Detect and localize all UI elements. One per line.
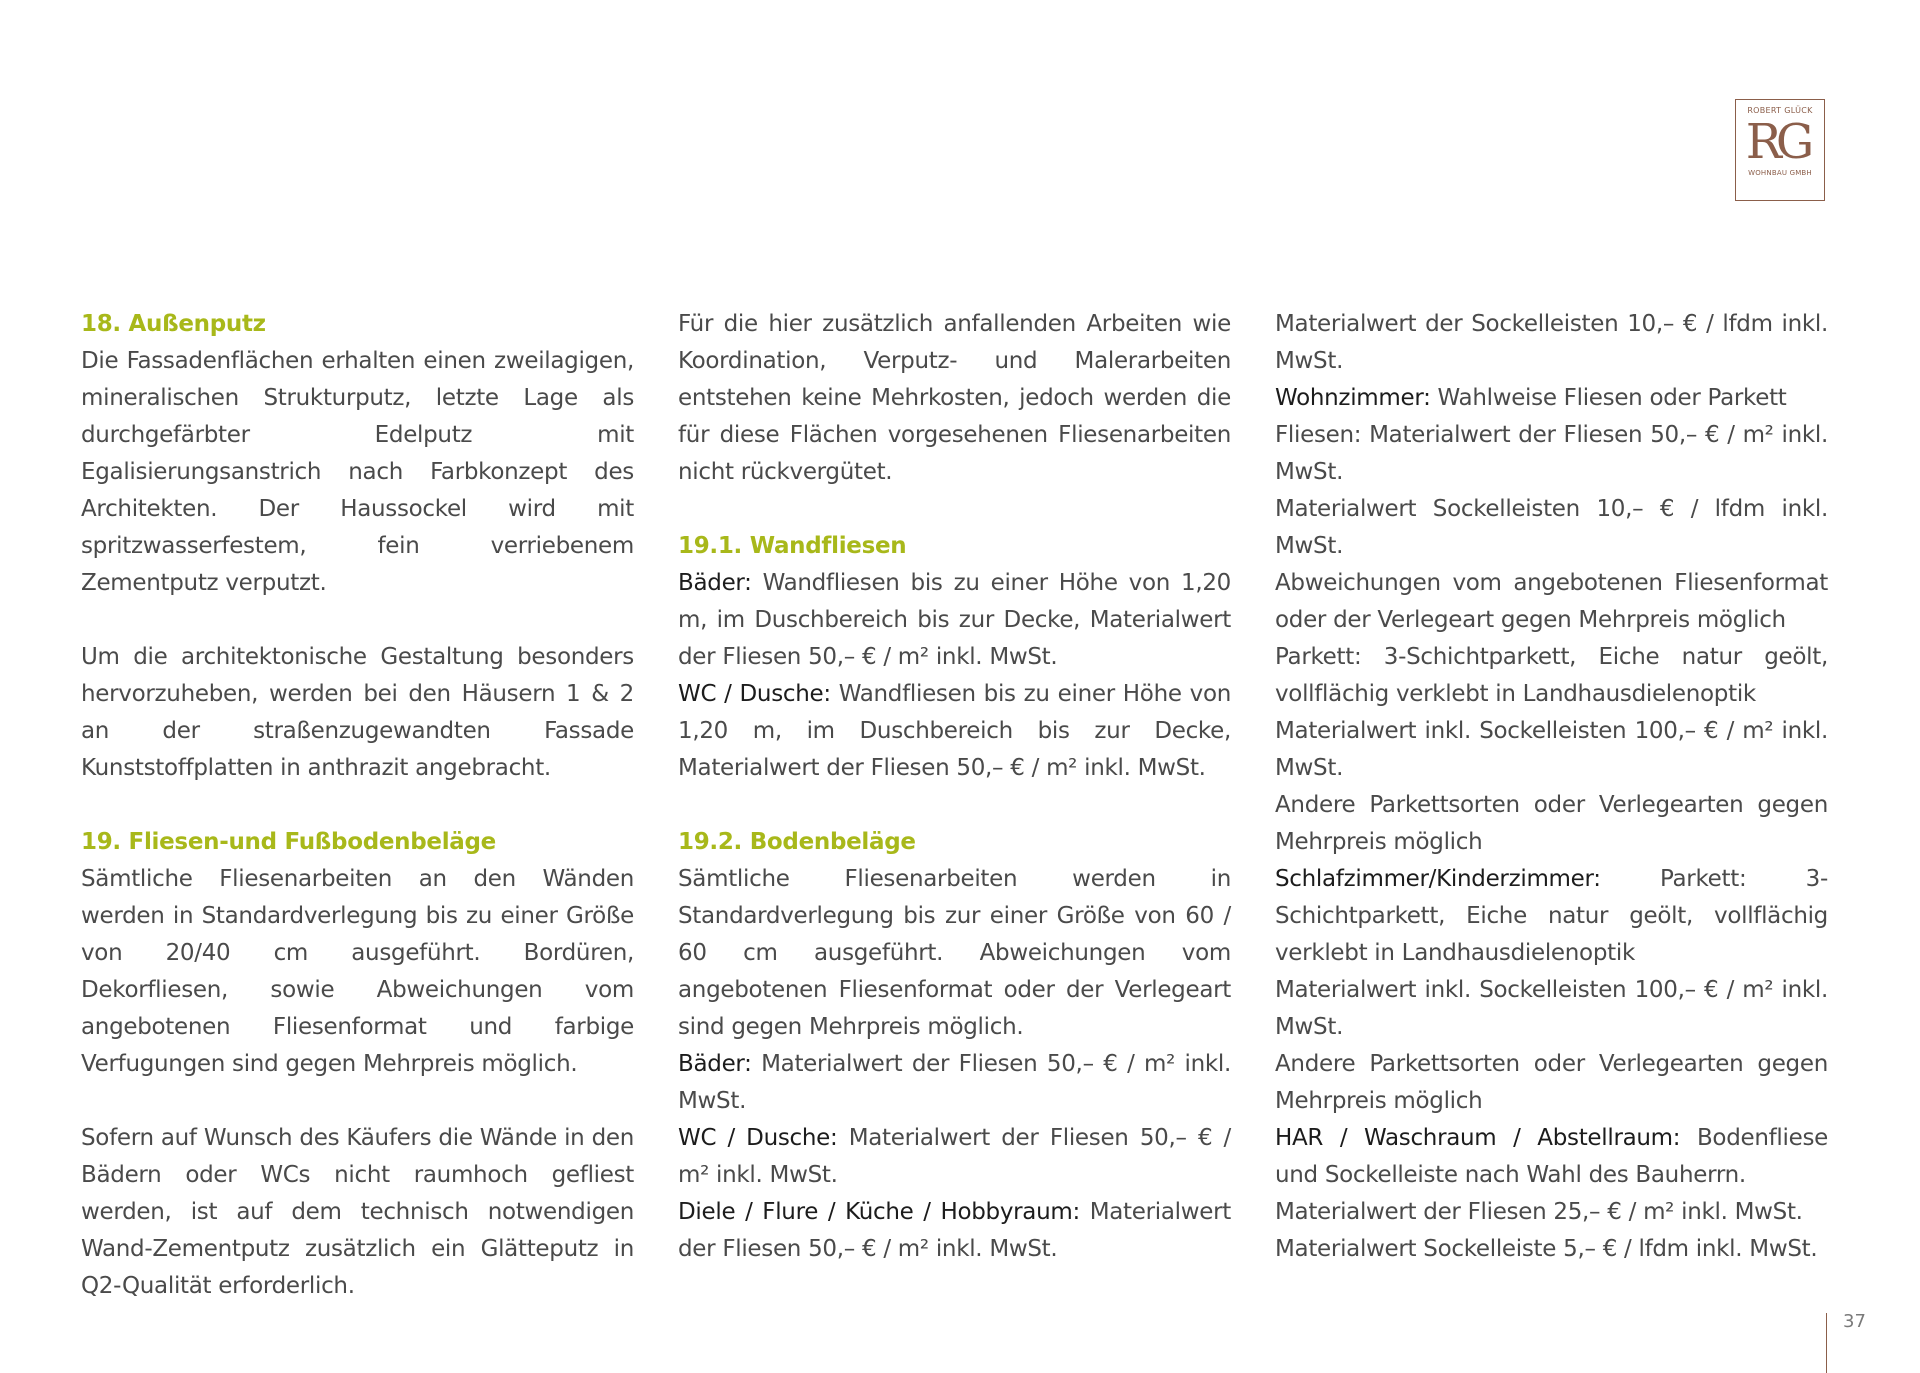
room-text: Parkett: 3-Schichtparkett, Eiche natur geölt, vollflächig verklebt in Landhausdielenoptik bbox=[1275, 866, 1828, 966]
paragraph: Um die architektonische Gestaltung besonders hervorzuheben, werden bei den Häusern 1 & 2 an der straßenzugewandten Fassade Kunststoffplatten in anthrazit angebracht. bbox=[81, 644, 634, 781]
room-label: Bäder: bbox=[678, 570, 752, 596]
spacer bbox=[81, 787, 634, 824]
paragraph bbox=[1275, 861, 1828, 972]
paragraph: Materialwert Sockelleisten 10,– € / lfdm inkl. MwSt. bbox=[1275, 496, 1828, 559]
paragraph: Andere Parkettsorten oder Verlegearten gegen Mehrpreis möglich bbox=[1275, 1051, 1828, 1114]
paragraph: Die Fassadenflächen erhalten einen zweilagigen, mineralischen Strukturputz, letzte Lage als durchgefärbter Edelputz mit Egalisierungsanstrich nach Farbkonzept des Architekten. Der Haussockel wird mit spritzwasserfestem, fein verriebenem Zementputz verputzt. bbox=[81, 348, 634, 596]
room-text: Materialwert der Fliesen 50,– € / m² inkl. MwSt. bbox=[678, 1051, 1231, 1114]
logo-bottom-text: WOHNBAU GMBH bbox=[1748, 169, 1812, 177]
paragraph bbox=[678, 1120, 1231, 1194]
paragraph bbox=[678, 1194, 1231, 1268]
room-text: Materialwert der Fliesen 50,– € / m² inkl. MwSt. bbox=[678, 1125, 1232, 1188]
section-heading-19-2: 19.2. Bodenbeläge bbox=[678, 829, 916, 855]
page-number: 37 bbox=[1826, 1313, 1866, 1373]
room-text: Bodenfliese und Sockelleiste nach Wahl des Bauherrn. bbox=[1275, 1125, 1828, 1188]
paragraph: Materialwert inkl. Sockelleisten 100,– € / m² inkl. MwSt. bbox=[1275, 718, 1828, 781]
paragraph: Sämtliche Fliesenarbeiten werden in Standardverlegung bis zur einer Größe von 60 / 60 cm ausgeführt. Abweichungen vom angebotenen Fliesenformat oder der Verlegeart sind gegen Mehrpreis möglich. bbox=[678, 866, 1231, 1040]
text-column-2 bbox=[678, 306, 1231, 1268]
room-text: Materialwert der Fliesen 50,– € / m² inkl. MwSt. bbox=[678, 1199, 1231, 1262]
text-column-1 bbox=[81, 306, 634, 1305]
room-label: Schlafzimmer/Kinderzimmer: bbox=[1275, 866, 1601, 892]
room-label: HAR / Waschraum / Abstellraum: bbox=[1275, 1125, 1681, 1151]
room-label: Diele / Flure / Küche / Hobbyraum: bbox=[678, 1199, 1080, 1225]
paragraph: Andere Parkettsorten oder Verlegearten gegen Mehrpreis möglich bbox=[1275, 792, 1828, 855]
room-text: Wahlweise Fliesen oder Parkett bbox=[1430, 385, 1787, 411]
spacer bbox=[678, 491, 1231, 528]
room-text: Wandfliesen bis zu einer Höhe von 1,20 m, im Duschbereich bis zur Decke, Materialwert der Fliesen 50,– € / m² inkl. MwSt. bbox=[678, 681, 1231, 781]
paragraph bbox=[1275, 380, 1828, 417]
paragraph: Materialwert der Sockelleisten 10,– € / lfdm inkl. MwSt. bbox=[1275, 311, 1828, 374]
logo-monogram: RG bbox=[1745, 114, 1809, 170]
room-text: Wandfliesen bis zu einer Höhe von 1,20 m, im Duschbereich bis zur Decke, Materialwert der Fliesen 50,– € / m² inkl. MwSt. bbox=[678, 570, 1231, 670]
paragraph: Abweichungen vom angebotenen Fliesenformat oder der Verlegeart gegen Mehrpreis möglich bbox=[1275, 570, 1828, 633]
paragraph: Materialwert inkl. Sockelleisten 100,– € / m² inkl. MwSt. bbox=[1275, 977, 1828, 1040]
paragraph: Sofern auf Wunsch des Käufers die Wände in den Bädern oder WCs nicht raumhoch gefliest werden, ist auf dem technisch notwendigen Wand-Zementputz zusätzlich ein Glätteputz in Q2-Qualität erforderlich. bbox=[81, 1125, 634, 1299]
paragraph bbox=[678, 565, 1231, 676]
section-heading-19-1: 19.1. Wandfliesen bbox=[678, 533, 907, 559]
paragraph bbox=[1275, 1120, 1828, 1194]
paragraph: Materialwert Sockelleiste 5,– € / lfdm inkl. MwSt. bbox=[1275, 1236, 1818, 1262]
paragraph: Für die hier zusätzlich anfallenden Arbeiten wie Koordination, Verputz- und Malerarbeiten entstehen keine Mehrkosten, jedoch werden die für diese Flächen vorgesehenen Fliesenarbeiten nicht rückvergütet. bbox=[678, 311, 1231, 485]
paragraph: Parkett: 3-Schichtparkett, Eiche natur geölt, vollflächig verklebt in Landhausdielenoptik bbox=[1275, 644, 1828, 707]
text-column-3 bbox=[1275, 306, 1828, 1268]
company-logo bbox=[1735, 99, 1825, 201]
paragraph: Materialwert der Fliesen 25,– € / m² inkl. MwSt. bbox=[1275, 1199, 1803, 1225]
room-label: WC / Dusche: bbox=[678, 681, 831, 707]
room-label: WC / Dusche: bbox=[678, 1125, 838, 1151]
room-label: Wohnzimmer: bbox=[1275, 385, 1431, 411]
paragraph: Sämtliche Fliesenarbeiten an den Wänden werden in Standardverlegung bis zu einer Größe von 20/40 cm ausgeführt. Bordüren, Dekorfliesen, sowie Abweichungen vom angebotenen Fliesenformat und farbige Verfugungen sind gegen Mehrpreis möglich. bbox=[81, 866, 634, 1077]
section-heading-19: 19. Fliesen-und Fußbodenbeläge bbox=[81, 829, 496, 855]
spacer bbox=[81, 1083, 634, 1120]
logo-top-text: ROBERT GLÜCK bbox=[1747, 106, 1813, 115]
paragraph bbox=[678, 1046, 1231, 1120]
section-heading-18: 18. Außenputz bbox=[81, 311, 266, 337]
spacer bbox=[678, 787, 1231, 824]
room-label: Bäder: bbox=[678, 1051, 752, 1077]
spacer bbox=[81, 602, 634, 639]
paragraph bbox=[678, 676, 1231, 787]
paragraph: Fliesen: Materialwert der Fliesen 50,– € / m² inkl. MwSt. bbox=[1275, 422, 1828, 485]
